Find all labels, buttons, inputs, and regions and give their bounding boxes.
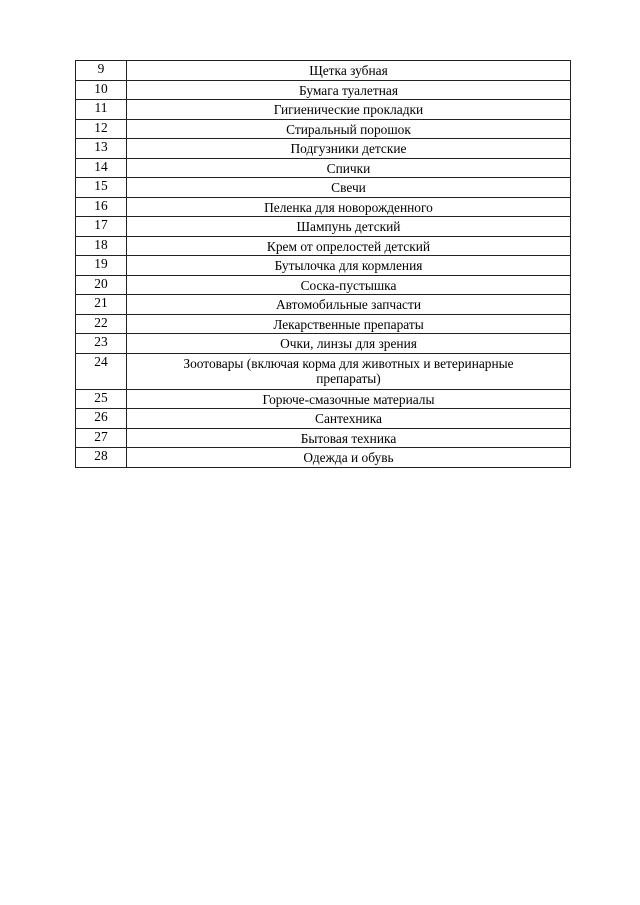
row-number: 10 [76, 80, 127, 100]
row-number: 17 [76, 217, 127, 237]
row-number: 11 [76, 100, 127, 120]
item-name: Автомобильные запчасти [127, 295, 571, 315]
item-name: Зоотовары (включая корма для животных и ветеринарные препараты) [127, 353, 571, 389]
item-name: Лекарственные препараты [127, 314, 571, 334]
table-row [76, 80, 571, 100]
goods-table [75, 60, 571, 468]
item-name: Крем от опрелостей детский [127, 236, 571, 256]
table-row [76, 314, 571, 334]
table-row [76, 119, 571, 139]
table-row [76, 197, 571, 217]
item-name: Соска-пустышка [127, 275, 571, 295]
row-number: 24 [76, 353, 127, 389]
row-number: 25 [76, 389, 127, 409]
row-number: 9 [76, 61, 127, 81]
table-row [76, 353, 571, 389]
table-row [76, 217, 571, 237]
item-name: Очки, линзы для зрения [127, 334, 571, 354]
table-row [76, 448, 571, 468]
row-number: 22 [76, 314, 127, 334]
row-number: 15 [76, 178, 127, 198]
row-number: 13 [76, 139, 127, 159]
table-row [76, 409, 571, 429]
table-row [76, 158, 571, 178]
table-row [76, 334, 571, 354]
row-number: 18 [76, 236, 127, 256]
table-row [76, 139, 571, 159]
item-name: Спички [127, 158, 571, 178]
goods-table-body [76, 61, 571, 468]
item-name: Бытовая техника [127, 428, 571, 448]
table-row [76, 236, 571, 256]
item-name: Одежда и обувь [127, 448, 571, 468]
row-number: 21 [76, 295, 127, 315]
table-row [76, 100, 571, 120]
item-name: Сантехника [127, 409, 571, 429]
table-row [76, 256, 571, 276]
table-row [76, 295, 571, 315]
row-number: 20 [76, 275, 127, 295]
table-row [76, 428, 571, 448]
row-number: 14 [76, 158, 127, 178]
item-name: Свечи [127, 178, 571, 198]
item-name: Подгузники детские [127, 139, 571, 159]
table-row [76, 389, 571, 409]
row-number: 27 [76, 428, 127, 448]
row-number: 28 [76, 448, 127, 468]
table-row [76, 178, 571, 198]
row-number: 19 [76, 256, 127, 276]
item-name: Горюче-смазочные материалы [127, 389, 571, 409]
item-name: Пеленка для новорожденного [127, 197, 571, 217]
table-row [76, 275, 571, 295]
item-name: Гигиенические прокладки [127, 100, 571, 120]
row-number: 16 [76, 197, 127, 217]
row-number: 26 [76, 409, 127, 429]
row-number: 12 [76, 119, 127, 139]
item-name: Шампунь детский [127, 217, 571, 237]
item-name: Бумага туалетная [127, 80, 571, 100]
item-name: Щетка зубная [127, 61, 571, 81]
item-name: Стиральный порошок [127, 119, 571, 139]
row-number: 23 [76, 334, 127, 354]
table-row [76, 61, 571, 81]
item-name: Бутылочка для кормления [127, 256, 571, 276]
